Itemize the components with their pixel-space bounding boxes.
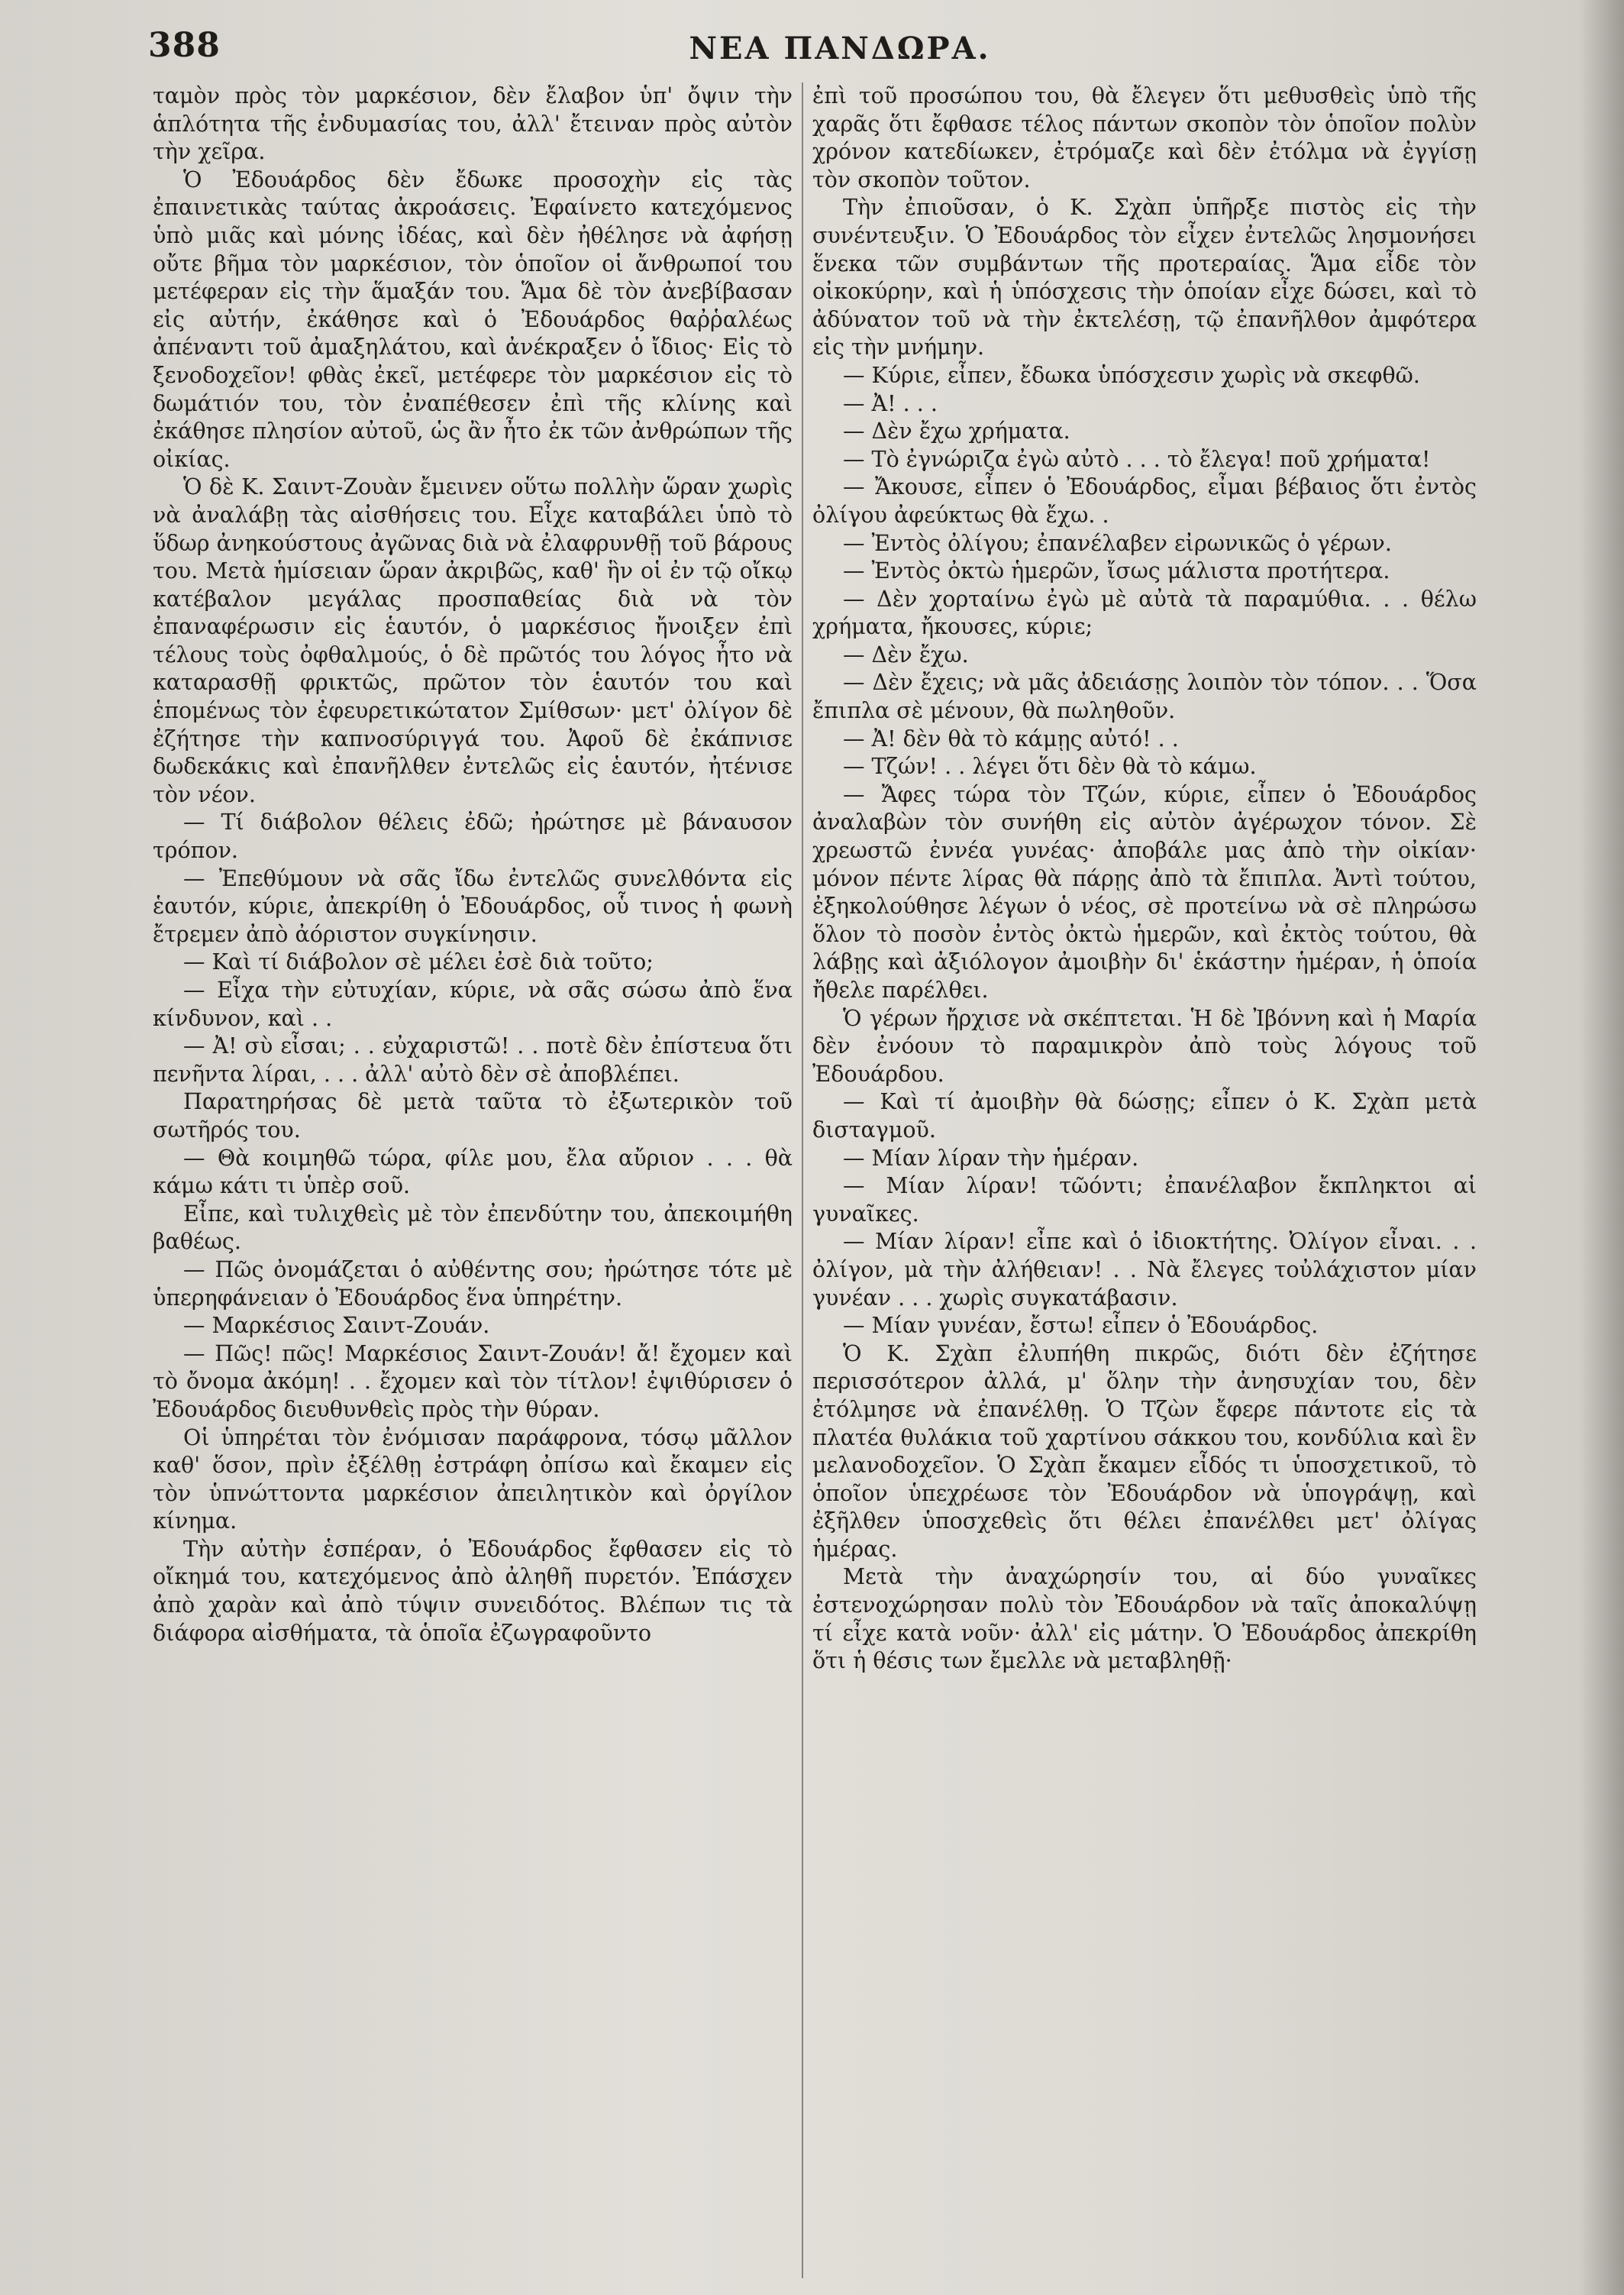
paragraph: ταμὸν πρὸς τὸν μαρκέσιον, δὲν ἔλαβον ὑπ' ὄψιν τὴν ἁπλότητα τῆς ἐνδυμασίας του, ἀλλ' ἔτειναν πρὸς αὐτὸν τὴν χεῖρα. [153,83,793,165]
paragraph: — Καὶ τί ἀμοιβὴν θὰ δώσῃς; εἶπεν ὁ Κ. Σχὰπ μετὰ δισταγμοῦ. [812,1089,1477,1143]
paragraph: Εἶπε, καὶ τυλιχθεὶς μὲ τὸν ἐπενδύτην του, ἀπεκοιμήθη βαθέως. [153,1201,793,1255]
paragraph: — Ἐπεθύμουν νὰ σᾶς ἴδω ἐντελῶς συνελθόντα εἰς ἑαυτόν, κύριε, ἀπεκρίθη ὁ Ἐδουάρδος, οὗ τινος ἡ φωνὴ ἔτρεμεν ἀπὸ ἀόριστον συγκίνησιν. [153,865,793,947]
page-edge-shadow [1578,0,1624,2295]
paragraph: — Κύριε, εἶπεν, ἔδωκα ὑπόσχεσιν χωρὶς νὰ σκεφθῶ. [843,362,1420,388]
paragraph: ἐπὶ τοῦ προσώπου του, θὰ ἔλεγεν ὅτι μεθυσθεὶς ὑπὸ τῆς χαρᾶς ὅτι ἔφθασε τέλος πάντων σκοπὸν τὸν ὁποῖον πολὺν χρόνον κατεδίωκεν, ἐτρόμαζε καὶ δὲν ἐτόλμα νὰ ἐγγίσῃ τὸν σκοπὸν τοῦτον. [812,83,1477,192]
paragraph: — Θὰ κοιμηθῶ τώρα, φίλε μου, ἔλα αὔριον . . . θὰ κάμω κάτι τι ὑπὲρ σοῦ. [153,1145,793,1199]
right-column [812,82,1477,2282]
paragraph: — Ἐντὸς ὀλίγου; ἐπανέλαβεν εἰρωνικῶς ὁ γέρων. [843,530,1392,556]
paragraph: — Τὸ ἐγνώριζα ἐγὼ αὐτὸ . . . τὸ ἔλεγα! ποῦ χρήματα! [843,446,1431,472]
paragraph: — Ἀ! δὲν θὰ τὸ κάμῃς αὐτό! . . [843,726,1179,752]
paragraph: — Μίαν λίραν τὴν ἡμέραν. [843,1145,1139,1171]
paragraph: — Τζών! . . λέγει ὅτι δὲν θὰ τὸ κάμω. [843,754,1257,780]
page-header [145,26,1535,72]
paragraph: Ὁ Ἐδουάρδος δὲν ἔδωκε προσοχὴν εἰς τὰς ἐπαινετικὰς ταύτας ἀκροάσεις. Ἐφαίνετο κατεχόμενος ὑπὸ μιᾶς καὶ μόνης ἰδέας, καὶ δὲν ἠθέλησε νὰ ἀφήσῃ οὔτε βῆμα τὸν μαρκέσιον, τὸν ὁποῖον οἱ ἄνθρωποί του μετέφεραν εἰς τὴν ἅμαξάν του. Ἅμα δὲ τὸν ἀνεβίβασαν εἰς αὐτήν, ἐκάθησε καὶ ὁ Ἐδουάρδος θαῤῥαλέως ἀπέναντι τοῦ ἀμαξηλάτου, καὶ ἀνέκραξεν ὁ ἴδιος· Εἰς τὸ ξενοδοχεῖον! φθὰς ἐκεῖ, μετέφερε τὸν μαρκέσιον εἰς τὸ δωμάτιόν του, τὸν ἐναπέθεσεν ἐπὶ τῆς κλίνης καὶ ἐκάθησε πλησίον αὐτοῦ, ὡς ἂν ἦτο ἐκ τῶν ἀνθρώπων τῆς οἰκίας. [153,166,793,472]
paragraph: — Δὲν ἔχεις; νὰ μᾶς ἀδειάσῃς λοιπὸν τὸν τόπον. . . Ὅσα ἔπιπλα σὲ μένουν, θὰ πωληθοῦν. [812,670,1477,724]
paragraph: — Μαρκέσιος Σαιντ-Ζουάν. [183,1313,490,1339]
paragraph: Τὴν αὐτὴν ἑσπέραν, ὁ Ἐδουάρδος ἔφθασεν εἰς τὸ οἴκημά του, κατεχόμενος ἀπὸ ἀληθῆ πυρετόν. Ἐπάσχεν ἀπὸ χαρὰν καὶ ἀπὸ τύψιν συνειδότος. Βλέπων τις τὰ διάφορα αἰσθήματα, τὰ ὁποῖα ἐζωγραφοῦντο [153,1536,793,1646]
paragraph: — Ἐντὸς ὀκτὼ ἡμερῶν, ἴσως μάλιστα προτήτερα. [843,558,1390,584]
paragraph: Μετὰ τὴν ἀναχώρησίν του, αἱ δύο γυναῖκες ἐστενοχώρησαν πολὺ τὸν Ἐδουάρδον νὰ ταῖς ἀποκαλύψῃ τί εἶχε κατὰ νοῦν· ἀλλ' εἰς μάτην. Ὁ Ἐδουάρδος ἀπεκρίθη ὅτι ἡ θέσις των ἔμελλε νὰ μεταβληθῇ· [812,1564,1477,1674]
paragraph: Ὁ Κ. Σχὰπ ἐλυπήθη πικρῶς, διότι δὲν ἐζήτησε περισσότερον ἀλλά, μ' ὅλην τὴν ἀνησυχίαν του, δὲν ἐτόλμησε νὰ ἐπανέλθῃ. Ὁ Τζὼν ἔφερε πάντοτε εἰς τὰ πλατέα θυλάκια τοῦ χαρτίνου σάκκου του, κονδύλια καὶ ἓν μελανοδοχεῖον. Ὁ Σχὰπ ἔκαμεν εἶδός τι ὑποσχετικοῦ, τὸ ὁποῖον ὑπεχρέωσε τὸν Ἐδουάρδον νὰ ὑπογράψῃ, καὶ ἐξῆλθεν ὑποσχεθεὶς ὅτι θέλει ἐπανέλθει μετ' ὀλίγας ἡμέρας. [812,1340,1477,1562]
paragraph: — Καὶ τί διάβολον σὲ μέλει ἐσὲ διὰ τοῦτο; [183,949,654,975]
paragraph: — Πῶς! πῶς! Μαρκέσιος Σαιντ-Ζουάν! ἄ! ἔχομεν καὶ τὸ ὄνομα ἀκόμη! . . ἔχομεν καὶ τὸν τίτλον! ἐψιθύρισεν ὁ Ἐδουάρδος διευθυνθεὶς πρὸς τὴν θύραν. [153,1340,793,1422]
left-column [153,82,793,2282]
running-title: ΝΕΑ ΠΑΝΔΩΡΑ. [689,31,991,66]
page-number: 388 [148,26,221,65]
paragraph: Οἱ ὑπηρέται τὸν ἐνόμισαν παράφρονα, τόσῳ μᾶλλον καθ' ὅσον, πρὶν ἐξέλθῃ ἐστράφη ὀπίσω καὶ ἔκαμεν εἰς τὸν ὑπνώττοντα μαρκέσιον ἀπειλητικὸν καὶ ὀργίλον κίνημα. [153,1424,793,1534]
paragraph: — Πῶς ὀνομάζεται ὁ αὐθέντης σου; ἠρώτησε τότε μὲ ὑπερηφάνειαν ὁ Ἐδουάρδος ἕνα ὑπηρέτην. [153,1256,793,1311]
paragraph: — Δὲν χορταίνω ἐγὼ μὲ αὐτὰ τὰ παραμύθια. . . θέλω χρήματα, ἤκουσες, κύριε; [812,586,1477,640]
paragraph: — Ἀ! . . . [843,390,938,416]
paragraph: — Εἶχα τὴν εὐτυχίαν, κύριε, νὰ σᾶς σώσω ἀπὸ ἕνα κίνδυνον, καὶ . . [153,978,793,1031]
paragraph: Παρατηρήσας δὲ μετὰ ταῦτα τὸ ἐξωτερικὸν τοῦ σωτῆρός του. [153,1089,793,1143]
paragraph: Ὁ γέρων ἤρχισε νὰ σκέπτεται. Ἡ δὲ Ἰβόννη καὶ ἡ Μαρία δὲν ἐνόουν τὸ παραμικρὸν ἀπὸ τοὺς λόγους τοῦ Ἐδουάρδου. [812,1005,1477,1087]
paragraph: — Μίαν λίραν! τῶόντι; ἐπανέλαβον ἔκπληκτοι αἱ γυναῖκες. [812,1173,1477,1227]
paragraph: — Ἀ! σὺ εἶσαι; . . εὐχαριστῶ! . . ποτὲ δὲν ἐπίστευα ὅτι πενῆντα λίραι, . . . ἀλλ' αὐτὸ δὲν σὲ ἀποβλέπει. [153,1033,793,1087]
paragraph: Τὴν ἐπιοῦσαν, ὁ Κ. Σχὰπ ὑπῆρξε πιστὸς εἰς τὴν συνέντευξιν. Ὁ Ἐδουάρδος τὸν εἶχεν ἐντελῶς λησμονήσει ἕνεκα τῶν συμβάντων τῆς προτεραίας. Ἅμα εἶδε τὸν οἰκοκύρην, καὶ ἡ ὑπόσχεσις τὴν ὁποίαν εἶχε δώσει, καὶ τὸ ἀδύνατον τοῦ νὰ τὴν ἐκτελέσῃ, τῷ ἐπανῆλθον ἀμφότερα εἰς τὴν μνήμην. [812,195,1477,360]
paragraph: — Δὲν ἔχω. [843,642,969,667]
paragraph: — Μίαν λίραν! εἶπε καὶ ὁ ἰδιοκτήτης. Ὀλίγον εἶναι. . . ὀλίγον, μὰ τὴν ἀλήθειαν! . . Νὰ ἔλεγες τοὐλάχιστον μίαν γυνέαν . . . χωρὶς συγκατάβασιν. [812,1229,1477,1311]
paragraph: — Δὲν ἔχω χρήματα. [843,419,1070,444]
paragraph: — Τί διάβολον θέλεις ἐδῶ; ἠρώτησε μὲ βάναυσον τρόπον. [153,810,793,864]
paragraph: — Ἄφες τώρα τὸν Τζών, κύριε, εἶπεν ὁ Ἐδουάρδος ἀναλαβὼν τὸν συνήθη εἰς αὐτὸν ἀγέρωχον τόνον. Σὲ χρεωστῶ ἐννέα γυνέας· ἀποβάλε μας ἀπὸ τὴν οἰκίαν· μόνον πέντε λίρας θὰ πάρῃς ἀπὸ τὰ ἔπιπλα. Ἀντὶ τούτου, ἐξηκολούθησε λέγων ὁ νέος, σὲ προτείνω νὰ σὲ πληρώσω ὅλον τὸ ποσὸν ἐντὸς ὀκτὼ ἡμερῶν, καὶ ἐκτὸς τούτου, θὰ λάβῃς καὶ ἀξιόλογον ἀμοιβὴν δι' ἑκάστην ἡμέραν, ἡ ὁποία ἤθελε παρέλθει. [812,781,1477,1003]
column-rule [802,82,803,2278]
paragraph: — Μίαν γυνέαν, ἔστω! εἶπεν ὁ Ἐδουάρδος. [843,1313,1319,1339]
paragraph: — Ἄκουσε, εἶπεν ὁ Ἐδουάρδος, εἶμαι βέβαιος ὅτι ἐντὸς ὀλίγου ἀφεύκτως θὰ ἔχω. . [812,474,1477,528]
paragraph: Ὁ δὲ Κ. Σαιντ-Ζουὰν ἔμεινεν οὕτω πολλὴν ὥραν χωρὶς νὰ ἀναλάβῃ τὰς αἰσθήσεις του. Εἶχε καταβάλει ὑπὸ τὸ ὕδωρ ἀνηκούστους ἀγῶνας διὰ νὰ ἐλαφρυνθῇ τοῦ βάρους του. Μετὰ ἡμίσειαν ὥραν ἀκριβῶς, καθ' ἣν οἱ ἐν τῷ οἴκῳ κατέβαλον μεγάλας προσπαθείας διὰ νὰ τὸν ἐπαναφέρωσιν εἰς ἑαυτόν, ὁ μαρκέσιος ἤνοιξεν ἐπὶ τέλους τοὺς ὀφθαλμούς, ὁ δὲ πρῶτός του λόγος ἦτο νὰ καταρασθῇ φρικτῶς, πρῶτον τὸν ἑαυτόν του καὶ ἑπομένως τὸν ἐφευρετικώτατον Σμίθσων· μετ' ὀλίγον δὲ ἐζήτησε τὴν καπνοσύριγγά του. Ἀφοῦ δὲ ἐκάπνισε δωδεκάκις καὶ ἐπανῆλθεν ἐντελῶς εἰς ἑαυτόν, ἠτένισε τὸν νέον. [153,474,793,807]
